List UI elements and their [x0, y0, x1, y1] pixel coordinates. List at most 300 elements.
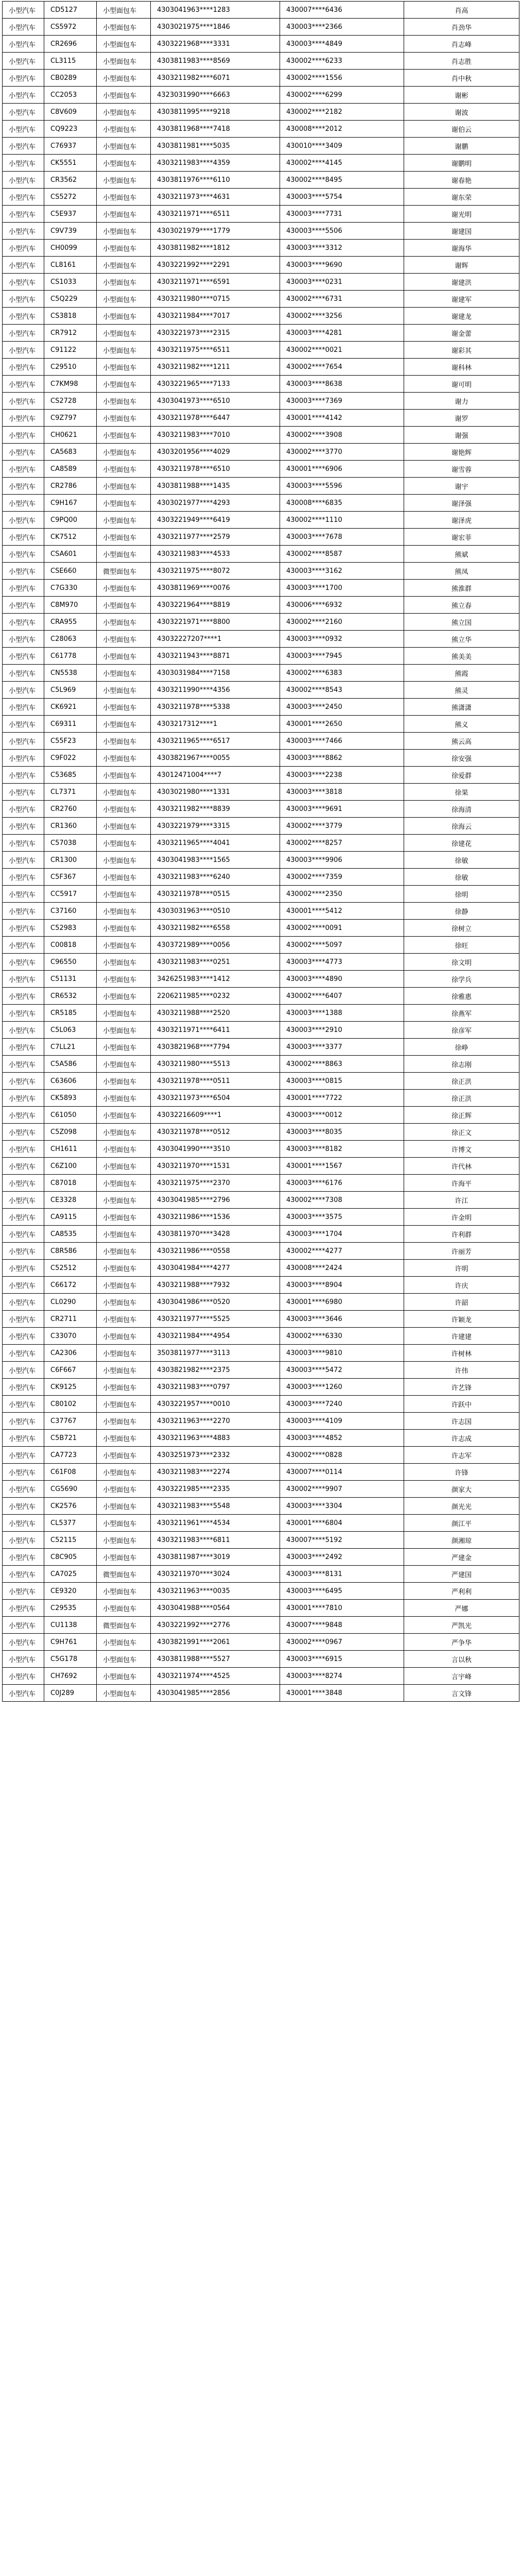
phone-number-cell: 430003****2492 — [280, 1549, 404, 1566]
plate-number-cell: CL0290 — [44, 1294, 97, 1311]
plate-number-cell: C7LL21 — [44, 1039, 97, 1056]
phone-number-cell: 430003****0012 — [280, 1107, 404, 1124]
phone-number-cell: 430006****6932 — [280, 597, 404, 614]
vehicle-type-cell: 小型面包车 — [97, 1022, 151, 1039]
plate-number-cell: CA5683 — [44, 444, 97, 461]
phone-number-cell: 430001****5412 — [280, 903, 404, 920]
vehicle-class-cell: 小型汽车 — [3, 1549, 44, 1566]
plate-number-cell: C9H167 — [44, 495, 97, 512]
owner-name-cell: 许丽芳 — [404, 1243, 519, 1260]
table-row — [3, 2, 519, 19]
owner-id-number-cell: 4303211977****2579 — [151, 529, 280, 546]
vehicle-type-cell: 小型面包车 — [97, 937, 151, 954]
vehicle-class-cell: 小型汽车 — [3, 393, 44, 410]
vehicle-class-cell: 小型汽车 — [3, 954, 44, 971]
vehicle-class-cell: 小型汽车 — [3, 597, 44, 614]
plate-number-cell: C61F08 — [44, 1464, 97, 1481]
plate-number-cell: C9Z797 — [44, 410, 97, 427]
owner-id-number-cell: 4303211973****6504 — [151, 1090, 280, 1107]
owner-name-cell: 许艺锋 — [404, 1379, 519, 1396]
owner-id-number-cell: 4303021977****4293 — [151, 495, 280, 512]
plate-number-cell: C87018 — [44, 1175, 97, 1192]
plate-number-cell: CE9320 — [44, 1583, 97, 1600]
table-row — [3, 665, 519, 682]
vehicle-type-cell: 小型面包车 — [97, 325, 151, 342]
vehicle-type-cell: 小型面包车 — [97, 1345, 151, 1362]
plate-number-cell: CS3818 — [44, 308, 97, 325]
phone-number-cell: 430001****2650 — [280, 716, 404, 733]
owner-name-cell: 谢可明 — [404, 376, 519, 393]
owner-id-number-cell: 4303211982****6558 — [151, 920, 280, 937]
owner-name-cell: 颜湘琼 — [404, 1532, 519, 1549]
phone-number-cell: 430003****8182 — [280, 1141, 404, 1158]
phone-number-cell: 430010****3409 — [280, 138, 404, 155]
owner-name-cell: 熊立国 — [404, 614, 519, 631]
plate-number-cell: CL7371 — [44, 784, 97, 801]
table-row — [3, 1124, 519, 1141]
table-row — [3, 767, 519, 784]
owner-name-cell: 严建金 — [404, 1549, 519, 1566]
owner-name-cell: 谢泽虎 — [404, 512, 519, 529]
vehicle-type-cell: 微型面包车 — [97, 1566, 151, 1583]
vehicle-class-cell: 小型汽车 — [3, 495, 44, 512]
table-row — [3, 1379, 519, 1396]
vehicle-type-cell: 小型面包车 — [97, 1532, 151, 1549]
vehicle-type-cell: 小型面包车 — [97, 1158, 151, 1175]
table-row — [3, 1396, 519, 1413]
vehicle-class-cell: 小型汽车 — [3, 818, 44, 835]
phone-number-cell: 430002****3908 — [280, 427, 404, 444]
owner-name-cell: 徐明 — [404, 886, 519, 903]
table-row — [3, 393, 519, 410]
owner-name-cell: 徐燕军 — [404, 1005, 519, 1022]
phone-number-cell: 430003****0932 — [280, 631, 404, 648]
owner-name-cell: 许海平 — [404, 1175, 519, 1192]
owner-id-number-cell: 43032227207****1 — [151, 631, 280, 648]
table-row — [3, 1498, 519, 1515]
table-row — [3, 1430, 519, 1447]
plate-number-cell: C51131 — [44, 971, 97, 988]
table-row — [3, 70, 519, 87]
vehicle-type-cell: 小型面包车 — [97, 393, 151, 410]
vehicle-class-cell: 小型汽车 — [3, 750, 44, 767]
table-row — [3, 733, 519, 750]
owner-name-cell: 许志成 — [404, 1430, 519, 1447]
owner-name-cell: 谢宏菲 — [404, 529, 519, 546]
vehicle-type-cell: 小型面包车 — [97, 206, 151, 223]
vehicle-type-cell: 小型面包车 — [97, 1311, 151, 1328]
owner-name-cell: 肖高 — [404, 2, 519, 19]
vehicle-type-cell: 小型面包车 — [97, 801, 151, 818]
vehicle-class-cell: 小型汽车 — [3, 1566, 44, 1583]
owner-id-number-cell: 4303211983****4359 — [151, 155, 280, 172]
vehicle-type-cell: 小型面包车 — [97, 699, 151, 716]
vehicle-type-cell: 小型面包车 — [97, 1549, 151, 1566]
owner-name-cell: 严娜 — [404, 1600, 519, 1617]
owner-id-number-cell: 4303041983****1565 — [151, 852, 280, 869]
plate-number-cell: C33070 — [44, 1328, 97, 1345]
owner-name-cell: 谢强 — [404, 427, 519, 444]
owner-name-cell: 徐正洪 — [404, 1090, 519, 1107]
table-row — [3, 121, 519, 138]
vehicle-type-cell: 小型面包车 — [97, 716, 151, 733]
vehicle-type-cell: 小型面包车 — [97, 87, 151, 104]
owner-id-number-cell: 4303221992****2776 — [151, 1617, 280, 1634]
plate-number-cell: CL8161 — [44, 257, 97, 274]
vehicle-type-cell: 小型面包车 — [97, 376, 151, 393]
phone-number-cell: 430003****7240 — [280, 1396, 404, 1413]
plate-number-cell: CS5272 — [44, 189, 97, 206]
owner-id-number-cell: 4303211963****2270 — [151, 1413, 280, 1430]
plate-number-cell: C7KM98 — [44, 376, 97, 393]
plate-number-cell: C57038 — [44, 835, 97, 852]
owner-id-number-cell: 4303821991****2061 — [151, 1634, 280, 1651]
vehicle-type-cell: 小型面包车 — [97, 1260, 151, 1277]
phone-number-cell: 430002****6731 — [280, 291, 404, 308]
owner-name-cell: 徐旺 — [404, 937, 519, 954]
vehicle-type-cell: 小型面包车 — [97, 1073, 151, 1090]
vehicle-type-cell: 小型面包车 — [97, 291, 151, 308]
vehicle-class-cell: 小型汽车 — [3, 512, 44, 529]
vehicle-class-cell: 小型汽车 — [3, 155, 44, 172]
owner-id-number-cell: 4303221985****2335 — [151, 1481, 280, 1498]
phone-number-cell: 430003****8274 — [280, 1668, 404, 1685]
owner-id-number-cell: 4303211984****4954 — [151, 1328, 280, 1345]
vehicle-class-cell: 小型汽车 — [3, 971, 44, 988]
table-row — [3, 1532, 519, 1549]
phone-number-cell: 430003****8862 — [280, 750, 404, 767]
table-row — [3, 155, 519, 172]
plate-number-cell: CH0621 — [44, 427, 97, 444]
phone-number-cell: 430002****7359 — [280, 869, 404, 886]
vehicle-type-cell: 小型面包车 — [97, 495, 151, 512]
phone-number-cell: 430002****5097 — [280, 937, 404, 954]
owner-id-number-cell: 4303211988****7932 — [151, 1277, 280, 1294]
plate-number-cell: CK7512 — [44, 529, 97, 546]
plate-number-cell: CS5972 — [44, 19, 97, 36]
plate-number-cell: C61778 — [44, 648, 97, 665]
owner-id-number-cell: 3426251983****1412 — [151, 971, 280, 988]
table-row — [3, 1668, 519, 1685]
owner-name-cell: 谢鹏 — [404, 138, 519, 155]
owner-id-number-cell: 4303221973****2315 — [151, 325, 280, 342]
phone-number-cell: 430003****5754 — [280, 189, 404, 206]
vehicle-class-cell: 小型汽车 — [3, 699, 44, 716]
plate-number-cell: C7G330 — [44, 580, 97, 597]
vehicle-class-cell: 小型汽车 — [3, 1464, 44, 1481]
owner-name-cell: 许利群 — [404, 1226, 519, 1243]
owner-name-cell: 徐峥 — [404, 1039, 519, 1056]
owner-name-cell: 徐海云 — [404, 818, 519, 835]
phone-number-cell: 430001****7722 — [280, 1090, 404, 1107]
vehicle-class-cell: 小型汽车 — [3, 869, 44, 886]
vehicle-type-cell: 小型面包车 — [97, 903, 151, 920]
owner-name-cell: 肖劲华 — [404, 19, 519, 36]
vehicle-class-cell: 小型汽车 — [3, 1039, 44, 1056]
table-row — [3, 818, 519, 835]
phone-number-cell: 430003****5472 — [280, 1362, 404, 1379]
vehicle-type-cell: 小型面包车 — [97, 461, 151, 478]
owner-id-number-cell: 4303041963****1283 — [151, 2, 280, 19]
owner-id-number-cell: 4303211970****1531 — [151, 1158, 280, 1175]
phone-number-cell: 430007****9848 — [280, 1617, 404, 1634]
owner-id-number-cell: 4303811988****5527 — [151, 1651, 280, 1668]
plate-number-cell: C5L969 — [44, 682, 97, 699]
owner-id-number-cell: 4303811976****6110 — [151, 172, 280, 189]
vehicle-class-cell: 小型汽车 — [3, 835, 44, 852]
owner-name-cell: 许博文 — [404, 1141, 519, 1158]
vehicle-class-cell: 小型汽车 — [3, 716, 44, 733]
phone-number-cell: 430002****6330 — [280, 1328, 404, 1345]
phone-number-cell: 430003****4890 — [280, 971, 404, 988]
owner-name-cell: 徐正文 — [404, 1124, 519, 1141]
vehicle-type-cell: 小型面包车 — [97, 1634, 151, 1651]
phone-number-cell: 430002****8495 — [280, 172, 404, 189]
owner-name-cell: 谢波 — [404, 104, 519, 121]
owner-id-number-cell: 4303021979****1779 — [151, 223, 280, 240]
phone-number-cell: 430001****4142 — [280, 410, 404, 427]
owner-id-number-cell: 4303211983****7010 — [151, 427, 280, 444]
owner-id-number-cell: 4303211973****4631 — [151, 189, 280, 206]
owner-id-number-cell: 4303211990****4356 — [151, 682, 280, 699]
vehicle-type-cell: 小型面包车 — [97, 1498, 151, 1515]
owner-name-cell: 谢金蕾 — [404, 325, 519, 342]
phone-number-cell: 430003****4852 — [280, 1430, 404, 1447]
owner-id-number-cell: 4303041988****0564 — [151, 1600, 280, 1617]
owner-name-cell: 徐建花 — [404, 835, 519, 852]
vehicle-class-cell: 小型汽车 — [3, 121, 44, 138]
plate-number-cell: C5G178 — [44, 1651, 97, 1668]
plate-number-cell: C66172 — [44, 1277, 97, 1294]
table-row — [3, 1022, 519, 1039]
table-row — [3, 1226, 519, 1243]
vehicle-class-cell: 小型汽车 — [3, 1158, 44, 1175]
owner-name-cell: 徐安强 — [404, 750, 519, 767]
vehicle-class-cell: 小型汽车 — [3, 1022, 44, 1039]
owner-id-number-cell: 4303211963****4883 — [151, 1430, 280, 1447]
owner-id-number-cell: 4303211982****1211 — [151, 359, 280, 376]
phone-number-cell: 430002****2160 — [280, 614, 404, 631]
owner-name-cell: 徐敏 — [404, 852, 519, 869]
owner-id-number-cell: 3503811977****3113 — [151, 1345, 280, 1362]
table-row — [3, 1209, 519, 1226]
plate-number-cell: CH1611 — [44, 1141, 97, 1158]
owner-name-cell: 徐志刚 — [404, 1056, 519, 1073]
table-row — [3, 104, 519, 121]
vehicle-class-cell: 小型汽车 — [3, 444, 44, 461]
vehicle-class-cell: 小型汽车 — [3, 223, 44, 240]
owner-name-cell: 谢光明 — [404, 206, 519, 223]
phone-number-cell: 430003****7369 — [280, 393, 404, 410]
vehicle-class-cell: 小型汽车 — [3, 801, 44, 818]
vehicle-class-cell: 小型汽车 — [3, 1107, 44, 1124]
table-row — [3, 172, 519, 189]
owner-id-number-cell: 4303221964****8819 — [151, 597, 280, 614]
owner-name-cell: 熊义 — [404, 716, 519, 733]
table-row — [3, 53, 519, 70]
phone-number-cell: 430003****9810 — [280, 1345, 404, 1362]
vehicle-class-cell: 小型汽车 — [3, 631, 44, 648]
phone-number-cell: 430003****8035 — [280, 1124, 404, 1141]
plate-number-cell: CR2786 — [44, 478, 97, 495]
table-row — [3, 954, 519, 971]
owner-name-cell: 许江 — [404, 1192, 519, 1209]
phone-number-cell: 430007****0114 — [280, 1464, 404, 1481]
table-row — [3, 1243, 519, 1260]
owner-id-number-cell: 4303811970****3428 — [151, 1226, 280, 1243]
vehicle-class-cell: 小型汽车 — [3, 53, 44, 70]
owner-id-number-cell: 4303211978****5338 — [151, 699, 280, 716]
owner-name-cell: 徐文明 — [404, 954, 519, 971]
owner-id-number-cell: 4303211943****8871 — [151, 648, 280, 665]
owner-name-cell: 谢鹏明 — [404, 155, 519, 172]
vehicle-class-cell: 小型汽车 — [3, 852, 44, 869]
table-row — [3, 1039, 519, 1056]
table-row — [3, 1090, 519, 1107]
plate-number-cell: C96550 — [44, 954, 97, 971]
table-row — [3, 1481, 519, 1498]
vehicle-type-cell: 微型面包车 — [97, 1617, 151, 1634]
plate-number-cell: C37160 — [44, 903, 97, 920]
phone-number-cell: 430003****1260 — [280, 1379, 404, 1396]
phone-number-cell: 430002****2350 — [280, 886, 404, 903]
vehicle-type-cell: 小型面包车 — [97, 274, 151, 291]
vehicle-class-cell: 小型汽车 — [3, 1498, 44, 1515]
owner-name-cell: 徐正洪 — [404, 1073, 519, 1090]
owner-name-cell: 谢宇 — [404, 478, 519, 495]
vehicle-type-cell: 小型面包车 — [97, 1039, 151, 1056]
plate-number-cell: CSE660 — [44, 563, 97, 580]
vehicle-type-cell: 小型面包车 — [97, 155, 151, 172]
owner-id-number-cell: 4303221971****8800 — [151, 614, 280, 631]
vehicle-class-cell: 小型汽车 — [3, 1685, 44, 1702]
owner-name-cell: 熊立春 — [404, 597, 519, 614]
table-row — [3, 189, 519, 206]
phone-number-cell: 430003****2238 — [280, 767, 404, 784]
phone-number-cell: 430002****0967 — [280, 1634, 404, 1651]
plate-number-cell: CK6921 — [44, 699, 97, 716]
vehicle-class-cell: 小型汽车 — [3, 342, 44, 359]
owner-id-number-cell: 4303211971****6511 — [151, 206, 280, 223]
table-row — [3, 410, 519, 427]
vehicle-class-cell: 小型汽车 — [3, 138, 44, 155]
phone-number-cell: 430003****3575 — [280, 1209, 404, 1226]
owner-name-cell: 熊云高 — [404, 733, 519, 750]
owner-id-number-cell: 4303211963****0035 — [151, 1583, 280, 1600]
vehicle-type-cell: 小型面包车 — [97, 1209, 151, 1226]
owner-name-cell: 谢雪蓉 — [404, 461, 519, 478]
plate-number-cell: C9H761 — [44, 1634, 97, 1651]
phone-number-cell: 430003****3818 — [280, 784, 404, 801]
phone-number-cell: 430008****6835 — [280, 495, 404, 512]
owner-name-cell: 徐正辉 — [404, 1107, 519, 1124]
plate-number-cell: CR5185 — [44, 1005, 97, 1022]
plate-number-cell: C5Q229 — [44, 291, 97, 308]
owner-name-cell: 严争华 — [404, 1634, 519, 1651]
vehicle-type-cell: 小型面包车 — [97, 240, 151, 257]
table-row — [3, 920, 519, 937]
owner-id-number-cell: 4303021980****1331 — [151, 784, 280, 801]
vehicle-type-cell: 小型面包车 — [97, 1294, 151, 1311]
owner-name-cell: 许韶 — [404, 1294, 519, 1311]
phone-number-cell: 430003****7466 — [280, 733, 404, 750]
vehicle-class-cell: 小型汽车 — [3, 1277, 44, 1294]
owner-id-number-cell: 2206211985****0232 — [151, 988, 280, 1005]
table-row — [3, 580, 519, 597]
table-row — [3, 1464, 519, 1481]
plate-number-cell: C9PQ00 — [44, 512, 97, 529]
vehicle-class-cell: 小型汽车 — [3, 1311, 44, 1328]
owner-name-cell: 肖中秋 — [404, 70, 519, 87]
phone-number-cell: 430003****9691 — [280, 801, 404, 818]
owner-id-number-cell: 4303221949****6419 — [151, 512, 280, 529]
table-row — [3, 1107, 519, 1124]
table-row — [3, 1447, 519, 1464]
owner-id-number-cell: 4303211983****2274 — [151, 1464, 280, 1481]
plate-number-cell: CL5377 — [44, 1515, 97, 1532]
vehicle-type-cell: 小型面包车 — [97, 1685, 151, 1702]
plate-number-cell: CE3328 — [44, 1192, 97, 1209]
vehicle-class-cell: 小型汽车 — [3, 682, 44, 699]
plate-number-cell: C8M970 — [44, 597, 97, 614]
table-row — [3, 1685, 519, 1702]
owner-name-cell: 许志军 — [404, 1447, 519, 1464]
table-row — [3, 1158, 519, 1175]
plate-number-cell: CK9125 — [44, 1379, 97, 1396]
phone-number-cell: 430003****3304 — [280, 1498, 404, 1515]
owner-id-number-cell: 4303211983****0251 — [151, 954, 280, 971]
phone-number-cell: 430002****9907 — [280, 1481, 404, 1498]
owner-id-number-cell: 4303041985****2796 — [151, 1192, 280, 1209]
table-row — [3, 699, 519, 716]
owner-id-number-cell: 4303211978****6447 — [151, 410, 280, 427]
vehicle-class-cell: 小型汽车 — [3, 1430, 44, 1447]
owner-id-number-cell: 4303211965****6517 — [151, 733, 280, 750]
plate-number-cell: CRA955 — [44, 614, 97, 631]
vehicle-class-cell: 小型汽车 — [3, 291, 44, 308]
vehicle-class-cell: 小型汽车 — [3, 427, 44, 444]
table-row — [3, 359, 519, 376]
phone-number-cell: 430002****2182 — [280, 104, 404, 121]
owner-id-number-cell: 4303221957****0010 — [151, 1396, 280, 1413]
owner-id-number-cell: 4303211986****1536 — [151, 1209, 280, 1226]
owner-name-cell: 许树林 — [404, 1345, 519, 1362]
vehicle-class-cell: 小型汽车 — [3, 1192, 44, 1209]
plate-number-cell: C5A586 — [44, 1056, 97, 1073]
phone-number-cell: 430003****5506 — [280, 223, 404, 240]
vehicle-type-cell: 小型面包车 — [97, 19, 151, 36]
vehicle-class-cell: 小型汽车 — [3, 36, 44, 53]
owner-name-cell: 谢伯云 — [404, 121, 519, 138]
vehicle-type-cell: 小型面包车 — [97, 529, 151, 546]
table-row — [3, 614, 519, 631]
plate-number-cell: CC5917 — [44, 886, 97, 903]
table-row — [3, 1515, 519, 1532]
owner-id-number-cell: 43032216609****1 — [151, 1107, 280, 1124]
plate-number-cell: CG5690 — [44, 1481, 97, 1498]
plate-number-cell: C61050 — [44, 1107, 97, 1124]
plate-number-cell: CH0099 — [44, 240, 97, 257]
vehicle-type-cell: 小型面包车 — [97, 1668, 151, 1685]
phone-number-cell: 430003****2910 — [280, 1022, 404, 1039]
phone-number-cell: 430003****2450 — [280, 699, 404, 716]
table-row — [3, 1141, 519, 1158]
owner-name-cell: 徐果 — [404, 784, 519, 801]
table-row — [3, 19, 519, 36]
plate-number-cell: C69311 — [44, 716, 97, 733]
owner-name-cell: 严凯光 — [404, 1617, 519, 1634]
vehicle-class-cell: 小型汽车 — [3, 1124, 44, 1141]
